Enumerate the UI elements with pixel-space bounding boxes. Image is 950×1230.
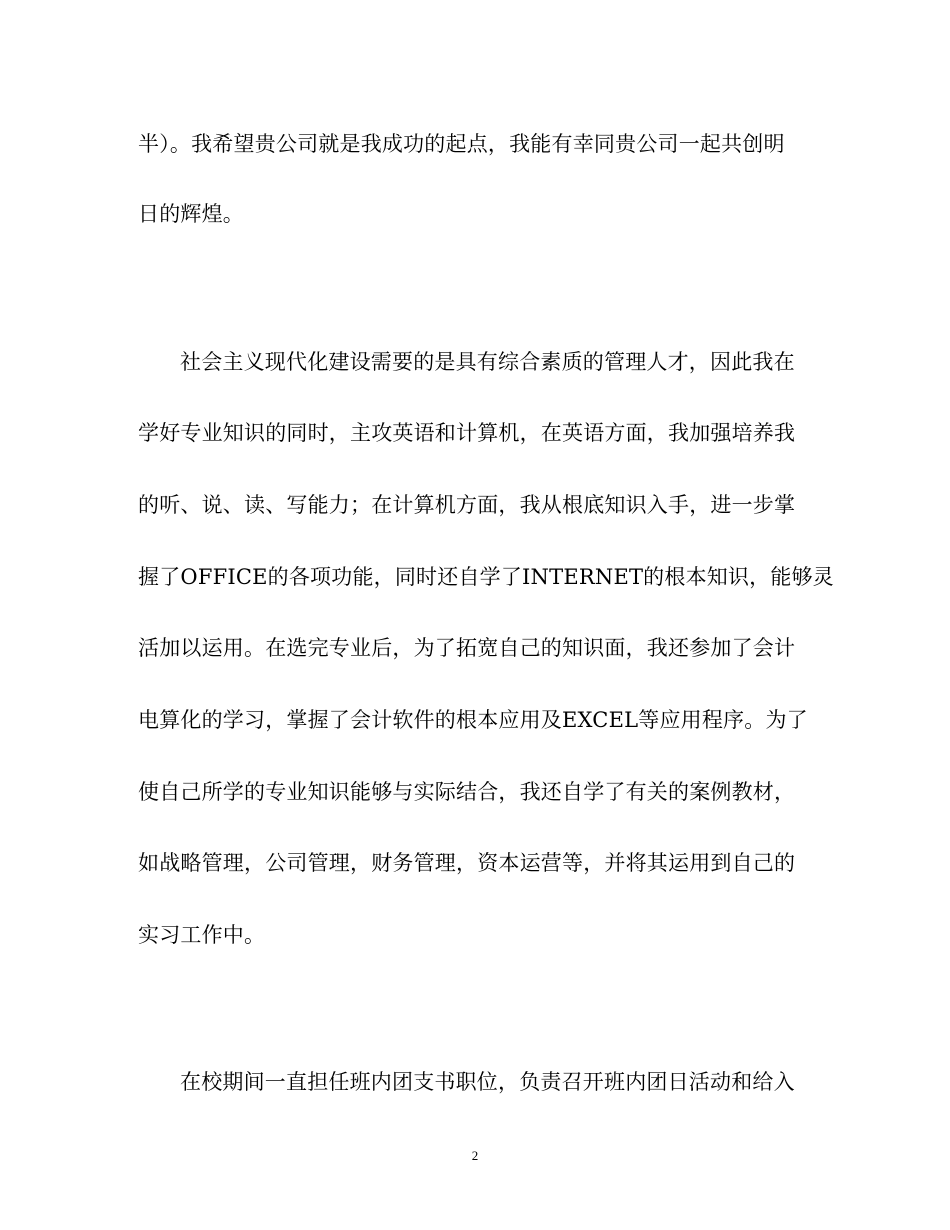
page-number: 2 <box>471 1148 479 1163</box>
paragraph-2-line-4: 握了OFFICE的各项功能，同时还自学了INTERNET的根本知识，能够灵 <box>138 565 834 589</box>
paragraph-2-line-1: 社会主义现代化建设需要的是具有综合素质的管理人才，因此我在 <box>180 350 795 374</box>
paragraph-2-line-2: 学好专业知识的同时，主攻英语和计算机，在英语方面，我加强培养我 <box>138 421 796 445</box>
paragraph-2-line-5: 活加以运用。在选完专业后，为了拓宽自己的知识面，我还参加了会计 <box>138 636 796 660</box>
paragraph-2-line-3: 的听、说、读、写能力；在计算机方面，我从根底知识入手，进一步掌 <box>138 493 796 517</box>
paragraph-2-line-8: 如战略管理，公司管理，财务管理，资本运营等，并将其运用到自己的 <box>138 851 796 875</box>
paragraph-2-line-9: 实习工作中。 <box>138 923 266 947</box>
paragraph-2-line-7: 使自己所学的专业知识能够与实际结合，我还自学了有关的案例教材， <box>138 780 796 804</box>
paragraph-1-line-2: 日的辉煌。 <box>138 202 244 226</box>
paragraph-1-line-1: 半）。我希望贵公司就是我成功的起点，我能有幸同贵公司一起共创明 <box>138 132 785 156</box>
paragraph-3-line-1: 在校期间一直担任班内团支书职位，负责召开班内团日活动和给入 <box>180 1070 795 1094</box>
paragraph-2-line-6: 电算化的学习，掌握了会计软件的根本应用及EXCEL等应用程序。为了 <box>138 708 808 732</box>
